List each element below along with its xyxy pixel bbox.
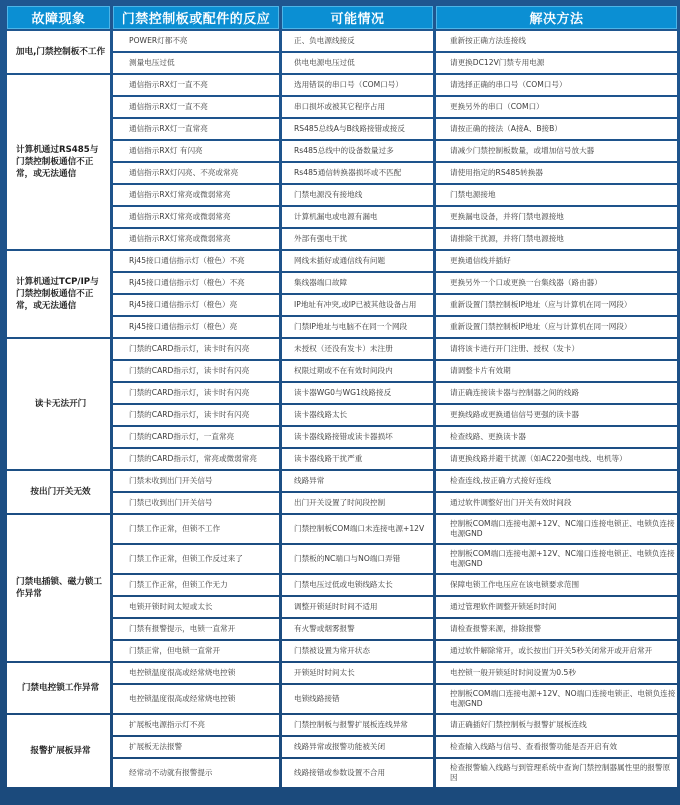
table-row: [7, 339, 677, 359]
solution-cell: 通过管理软件调整开锁延时时间: [436, 597, 677, 617]
reaction-cell: 门禁未收到出门开关信号: [113, 471, 279, 491]
cause-cell: 调整开锁延时时间不适用: [282, 597, 433, 617]
solution-cell: 更换另外的串口（COM口）: [436, 97, 677, 117]
reaction-cell: 通信指示RX灯一直不亮: [113, 75, 279, 95]
reaction-cell: 通信指示RX灯 有闪亮: [113, 141, 279, 161]
cause-cell: 计算机漏电或电源有漏电: [282, 207, 433, 227]
cause-cell: RS485总线A与B线路接错或接反: [282, 119, 433, 139]
cause-cell: 门禁被设置为常开状态: [282, 641, 433, 661]
solution-cell: 保障电锁工作电压应在该电锁要求范围: [436, 575, 677, 595]
symptom-cell: 读卡无法开门: [7, 339, 110, 469]
solution-cell: 请检查报警来源，排除报警: [436, 619, 677, 639]
solution-cell: 请将该卡进行开门注册、授权（发卡）: [436, 339, 677, 359]
cause-cell: 电锁线路接错: [282, 685, 433, 713]
reaction-cell: 通信指示RX灯常亮或微弱常亮: [113, 207, 279, 227]
reaction-cell: 扩展板无法报警: [113, 737, 279, 757]
table-row: [7, 515, 677, 543]
solution-cell: 更换线路或更换通信信号更强的读卡器: [436, 405, 677, 425]
reaction-cell: Rj45接口通信指示灯（橙色）亮: [113, 317, 279, 337]
troubleshooting-table: [4, 4, 680, 789]
cause-cell: 串口损坏或被其它程序占用: [282, 97, 433, 117]
reaction-cell: 门禁的CARD指示灯，读卡时有闪亮: [113, 405, 279, 425]
cause-cell: 集线器端口故障: [282, 273, 433, 293]
reaction-cell: 测量电压过低: [113, 53, 279, 73]
header-symptom: 故障现象: [7, 6, 110, 29]
cause-cell: IP地址有冲突,或IP已被其他设备占用: [282, 295, 433, 315]
header-cause: 可能情况: [282, 6, 433, 29]
cause-cell: 权限过期或不在有效时间段内: [282, 361, 433, 381]
reaction-cell: 门禁工作正常，但锁不工作: [113, 515, 279, 543]
table-row: [7, 75, 677, 95]
solution-cell: 电控锁一般开锁延时时间设置为0.5秒: [436, 663, 677, 683]
solution-cell: 请更换线路并避干扰源（如AC220强电线、电机等）: [436, 449, 677, 469]
table-body: [7, 31, 677, 787]
cause-cell: 有火警或烟雾报警: [282, 619, 433, 639]
symptom-cell: 按出门开关无效: [7, 471, 110, 513]
cause-cell: 选用错误的串口号（COM口号）: [282, 75, 433, 95]
solution-cell: 请调整卡片有效期: [436, 361, 677, 381]
reaction-cell: 通信指示RX灯常亮或微弱常亮: [113, 185, 279, 205]
cause-cell: 读卡器线路干扰严重: [282, 449, 433, 469]
solution-cell: 重新按正确方法连接线: [436, 31, 677, 51]
cause-cell: 读卡器WG0与WG1线路接反: [282, 383, 433, 403]
table-row: [7, 715, 677, 735]
cause-cell: Rs485总线中的设备数量过多: [282, 141, 433, 161]
reaction-cell: 电控锁温度很高或经常烧电控锁: [113, 663, 279, 683]
table-row: [7, 663, 677, 683]
solution-cell: 门禁电源接地: [436, 185, 677, 205]
cause-cell: 线路异常: [282, 471, 433, 491]
solution-cell: 请正确插好门禁控制板与报警扩展板连线: [436, 715, 677, 735]
cause-cell: 门禁板的NC端口与NO端口弄错: [282, 545, 433, 573]
cause-cell: 外部有强电干扰: [282, 229, 433, 249]
table-row: [7, 31, 677, 51]
cause-cell: 供电电源电压过低: [282, 53, 433, 73]
reaction-cell: 门禁工作正常，但锁工作反过来了: [113, 545, 279, 573]
cause-cell: 门禁控制板COM端口未连接电源+12V: [282, 515, 433, 543]
header-reaction: 门禁控制板或配件的反应: [113, 6, 279, 29]
reaction-cell: 门禁正常，但电锁一直常开: [113, 641, 279, 661]
reaction-cell: 门禁工作正常，但锁工作无力: [113, 575, 279, 595]
reaction-cell: Rj45接口通信指示灯（橙色）亮: [113, 295, 279, 315]
reaction-cell: 门禁的CARD指示灯，读卡时有闪亮: [113, 339, 279, 359]
cause-cell: 未授权（还没有发卡）未注册: [282, 339, 433, 359]
solution-cell: 通过软件解除常开，或长按出门开关5秒关闭常开或开启常开: [436, 641, 677, 661]
cause-cell: 门禁IP地址与电脑不在同一个网段: [282, 317, 433, 337]
reaction-cell: Rj45接口通信指示灯（橙色）不亮: [113, 273, 279, 293]
reaction-cell: 扩展板电源指示灯不亮: [113, 715, 279, 735]
reaction-cell: 门禁的CARD指示灯，读卡时有闪亮: [113, 383, 279, 403]
cause-cell: 线路异常或报警功能被关闭: [282, 737, 433, 757]
solution-cell: 控制板COM端口连接电源+12V、NC端口连接电锁正、电锁负连接电源GND: [436, 515, 677, 543]
cause-cell: 门禁电压过低或电锁线路太长: [282, 575, 433, 595]
solution-cell: 检查报警输入线路与到管理系统中查询门禁控制器属性里的报警原因: [436, 759, 677, 787]
cause-cell: 读卡器线路太长: [282, 405, 433, 425]
cause-cell: 读卡器线路接错或读卡器损坏: [282, 427, 433, 447]
solution-cell: 更换另外一个口或更换一台集线器（路由器）: [436, 273, 677, 293]
solution-cell: 更换通信线并插好: [436, 251, 677, 271]
symptom-cell: 加电,门禁控制板不工作: [7, 31, 110, 73]
solution-cell: 请使用指定的RS485转换器: [436, 163, 677, 183]
reaction-cell: 经常动不动就有报警提示: [113, 759, 279, 787]
reaction-cell: 门禁已收到出门开关信号: [113, 493, 279, 513]
reaction-cell: 门禁的CARD指示灯，读卡时有闪亮: [113, 361, 279, 381]
reaction-cell: 电控锁温度很高或经常烧电控锁: [113, 685, 279, 713]
solution-cell: 通过软件调整好出门开关有效时间段: [436, 493, 677, 513]
reaction-cell: 门禁的CARD指示灯，常亮或微弱常亮: [113, 449, 279, 469]
symptom-cell: 计算机通过TCP/IP与门禁控制板通信不正常，或无法通信: [7, 251, 110, 337]
solution-cell: 请更换DC12V门禁专用电源: [436, 53, 677, 73]
solution-cell: 控制板COM端口连接电源+12V、NO端口连接电锁正、电锁负连接电源GND: [436, 685, 677, 713]
cause-cell: 开锁延时时间太长: [282, 663, 433, 683]
reaction-cell: POWER灯都不亮: [113, 31, 279, 51]
reaction-cell: Rj45接口通信指示灯（橙色）不亮: [113, 251, 279, 271]
cause-cell: 线路接错或参数设置不合用: [282, 759, 433, 787]
symptom-cell: 门禁电插锁、磁力锁工作异常: [7, 515, 110, 661]
solution-cell: 重新设置门禁控制板IP地址（应与计算机在同一网段）: [436, 295, 677, 315]
cause-cell: Rs485通信转换器损坏或不匹配: [282, 163, 433, 183]
header-solution: 解决方法: [436, 6, 677, 29]
solution-cell: 请减少门禁控制板数量，或增加信号放大器: [436, 141, 677, 161]
solution-cell: 请选择正确的串口号（COM口号）: [436, 75, 677, 95]
table-row: [7, 251, 677, 271]
solution-cell: 请排除干扰源，并将门禁电源接地: [436, 229, 677, 249]
reaction-cell: 电锁开锁时间太短或太长: [113, 597, 279, 617]
reaction-cell: 通信指示RX灯常亮或微弱常亮: [113, 229, 279, 249]
cause-cell: 正、负电源线接反: [282, 31, 433, 51]
reaction-cell: 门禁有报警提示，电锁一直常开: [113, 619, 279, 639]
solution-cell: 检查线路、更换读卡器: [436, 427, 677, 447]
symptom-cell: 计算机通过RS485与门禁控制板通信不正常，或无法通信: [7, 75, 110, 249]
reaction-cell: 通信指示RX灯一直不亮: [113, 97, 279, 117]
table-header-row: [7, 6, 677, 29]
symptom-cell: 报警扩展板异常: [7, 715, 110, 787]
symptom-cell: 门禁电控锁工作异常: [7, 663, 110, 713]
solution-cell: 更换漏电设备，并将门禁电源接地: [436, 207, 677, 227]
table-row: [7, 471, 677, 491]
solution-cell: 控制板COM端口连接电源+12V、NC端口连接电锁正、电锁负连接电源GND: [436, 545, 677, 573]
cause-cell: 门禁电源没有接地线: [282, 185, 433, 205]
cause-cell: 出门开关设置了时间段控制: [282, 493, 433, 513]
solution-cell: 请按正确的接法（A接A、B接B）: [436, 119, 677, 139]
cause-cell: 网线未插好或通信线有问题: [282, 251, 433, 271]
reaction-cell: 门禁的CARD指示灯，一直常亮: [113, 427, 279, 447]
solution-cell: 重新设置门禁控制板IP地址（应与计算机在同一网段）: [436, 317, 677, 337]
solution-cell: 检查输入线路与信号、查看报警功能是否开启有效: [436, 737, 677, 757]
reaction-cell: 通信指示RX灯闪亮、不亮或常亮: [113, 163, 279, 183]
cause-cell: 门禁控制板与报警扩展板连线异常: [282, 715, 433, 735]
solution-cell: 检查连线,按正确方式接好连线: [436, 471, 677, 491]
solution-cell: 请正确连接读卡器与控制器之间的线路: [436, 383, 677, 403]
reaction-cell: 通信指示RX灯一直常亮: [113, 119, 279, 139]
